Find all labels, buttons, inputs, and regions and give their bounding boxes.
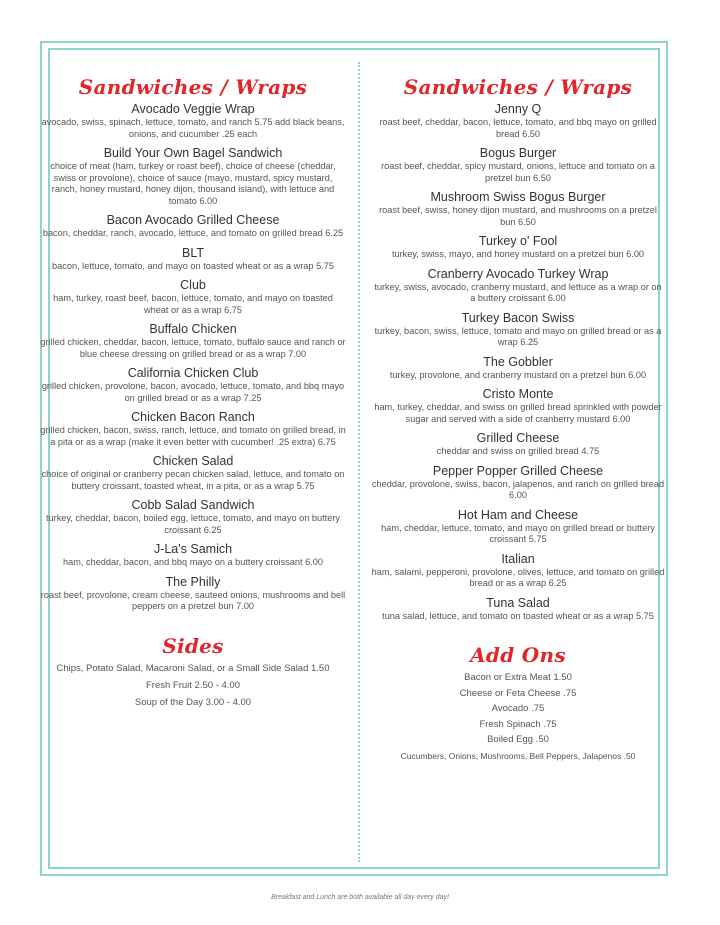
menu-item-description: ham, salami, pepperoni, provolone, olives, lettuce, and tomato on grilled bread or as a wrap 6.25 — [371, 566, 665, 588]
menu-item-name: Hot Ham and Cheese — [457, 507, 579, 522]
right-section-heading: Sandwiches / Wraps — [403, 75, 633, 99]
menu-item — [40, 410, 346, 448]
menu-item-description: ham, turkey, roast beef, bacon, lettuce, tomato, and mayo on toasted wheat or as a wrap 6.75 — [53, 293, 333, 315]
footer-note: Breakfast and Lunch are both available all day every day! — [271, 894, 449, 901]
menu-item-description: turkey, swiss, mayo, and honey mustard on a pretzel bun 6.00 — [391, 249, 645, 259]
menu-item-description: turkey, bacon, swiss, lettuce, tomato and mayo on grilled bread or as a wrap 6.25 — [374, 325, 662, 347]
menu-item-name: Cristo Monte — [482, 387, 554, 401]
menu-item-description: grilled chicken, cheddar, bacon, lettuce, tomato, buffalo sauce and ranch or blue cheese dressing on grilled bread or as a wrap 7.00 — [40, 337, 346, 359]
menu-item — [371, 508, 665, 546]
menu-item-name: The Gobbler — [483, 354, 553, 369]
addon-item: Fresh Spinach .75 — [479, 718, 557, 730]
menu-item-description: cheddar and swiss on grilled bread 4.75 — [436, 446, 600, 456]
menu-item-description: turkey, swiss, avocado, cranberry mustard, and lettuce as a wrap or on a buttery croissant 6.00 — [374, 281, 662, 303]
menu-item — [371, 311, 665, 349]
menu-item-name: Cranberry Avocado Turkey Wrap — [427, 266, 609, 281]
menu-item-name: Turkey o' Fool — [478, 234, 558, 248]
menu-item-name: Chicken Salad — [152, 454, 234, 468]
menu-item-name: Avocado Veggie Wrap — [131, 102, 255, 116]
menu-item — [40, 542, 346, 569]
menu-item — [40, 454, 346, 492]
menu-item-name: Turkey Bacon Swiss — [461, 310, 575, 325]
menu-item — [371, 234, 665, 261]
column-divider — [358, 62, 360, 862]
menu-item-name: BLT — [182, 245, 204, 260]
menu-item — [371, 464, 665, 502]
menu-item — [371, 190, 665, 228]
menu-item-name: Cobb Salad Sandwich — [131, 498, 255, 512]
right-menu-list — [371, 102, 665, 622]
menu-item — [40, 246, 346, 273]
menu-item-description: grilled chicken, bacon, swiss, ranch, lettuce, and tomato on grilled bread, in a pita or as a wrap (make it even better with cucumber! .25 extra) 6.75 — [40, 425, 346, 447]
addon-item: Boiled Egg .50 — [487, 734, 549, 745]
menu-item — [371, 387, 665, 425]
menu-item-description: ham, cheddar, bacon, and bbq mayo on a buttery croissant 6.00 — [63, 557, 323, 567]
menu-item-description: cheddar, provolone, swiss, bacon, jalapenos, and ranch on grilled bread 6.00 — [371, 478, 665, 500]
addons-list — [371, 672, 665, 746]
sides-heading: Sides — [162, 633, 224, 658]
side-item: Fresh Fruit 2.50 - 4.00 — [146, 679, 240, 691]
menu-item-name: Club — [180, 278, 206, 292]
menu-item-name: Tuna Salad — [486, 595, 550, 610]
menu-item-description: bacon, lettuce, tomato, and mayo on toasted wheat or as a wrap 5.75 — [52, 260, 334, 271]
addons-heading: Add Ons — [470, 643, 566, 667]
menu-item-description: turkey, cheddar, bacon, boiled egg, lettuce, tomato, and mayo on buttery croissant 6.25 — [45, 513, 340, 535]
menu-item — [371, 267, 665, 305]
menu-item-description: choice of meat (ham, turkey or roast beef), choice of cheese (cheddar, swiss or provolone), choice of sauce (mayo, mustard, spicy mustard, ranch, honey mustard, honey dijon, thousand island), with lettuce and tomato 6.00 — [50, 161, 336, 206]
menu-item — [371, 355, 665, 382]
menu-item-name: Grilled Cheese — [476, 431, 560, 445]
menu-item — [40, 278, 346, 316]
left-menu-list — [40, 102, 346, 613]
menu-item-description: roast beef, cheddar, spicy mustard, onions, lettuce and tomato on a pretzel bun 6.50 — [381, 161, 655, 183]
menu-item-description: avocado, swiss, spinach, lettuce, tomato, and ranch 5.75 add black beans, onions, and cucumber .25 each — [41, 117, 345, 139]
menu-item-name: California Chicken Club — [127, 366, 259, 380]
menu-item-description: ham, cheddar, lettuce, tomato, and mayo on grilled bread or buttery croissant 5.75 — [381, 522, 655, 544]
menu-item-description: roast beef, swiss, honey dijon mustard, and mushrooms on a pretzel bun 6.50 — [379, 205, 657, 227]
menu-item — [40, 575, 346, 613]
menu-item — [371, 552, 665, 590]
menu-item-description: ham, turkey, cheddar, and swiss on grilled bread sprinkled with powder sugar and served with a side of cranberry mustard 6.00 — [374, 402, 662, 424]
right-column — [371, 74, 665, 765]
menu-item — [371, 102, 665, 140]
menu-item-name: Bogus Burger — [479, 146, 557, 160]
side-item: Chips, Potato Salad, Macaroni Salad, or a Small Side Salad 1.50 — [56, 662, 330, 674]
menu-item-description: turkey, provolone, and cranberry mustard on a pretzel bun 6.00 — [389, 369, 647, 380]
menu-item-description: bacon, cheddar, ranch, avocado, lettuce, and tomato on grilled bread 6.25 — [42, 228, 344, 238]
menu-item-name: Chicken Bacon Ranch — [131, 410, 255, 424]
menu-item — [40, 146, 346, 207]
menu-item-name: J-La's Samich — [153, 542, 233, 556]
menu-item — [371, 146, 665, 184]
menu-item-description: grilled chicken, provolone, bacon, avocado, lettuce, tomato, and bbq mayo on grilled bread or as a wrap 7.25 — [41, 381, 345, 403]
left-section-heading: Sandwiches / Wraps — [78, 75, 308, 99]
menu-item-name: Buffalo Chicken — [149, 322, 237, 336]
menu-item-name: Build Your Own Bagel Sandwich — [103, 146, 283, 160]
menu-item-name: Pepper Popper Grilled Cheese — [432, 463, 604, 478]
left-column — [40, 74, 346, 714]
menu-item — [40, 102, 346, 140]
menu-item-name: Bacon Avocado Grilled Cheese — [106, 213, 280, 227]
sides-list — [40, 663, 346, 709]
addons-extra: Cucumbers, Onions, Mushrooms, Bell Peppers, Jalapenos .50 — [400, 750, 636, 761]
menu-item — [371, 596, 665, 623]
menu-item-description: tuna salad, lettuce, and tomato on toasted wheat or as a wrap 5.75 — [382, 610, 654, 621]
menu-item-name: Italian — [501, 551, 535, 566]
menu-item-description: roast beef, cheddar, bacon, lettuce, tomato, and bbq mayo on grilled bread 6.50 — [379, 117, 657, 139]
menu-item — [371, 431, 665, 458]
menu-item — [40, 366, 346, 404]
addon-item: Avocado .75 — [491, 703, 545, 714]
menu-item — [40, 213, 346, 240]
menu-item-name: Jenny Q — [494, 102, 542, 116]
menu-item — [40, 498, 346, 536]
menu-item-name: Mushroom Swiss Bogus Burger — [430, 190, 606, 204]
side-item: Soup of the Day 3.00 - 4.00 — [134, 696, 252, 708]
menu-item — [40, 322, 346, 360]
menu-item-description: choice of original or cranberry pecan chicken salad, lettuce, and tomato on buttery croissant, toasted wheat, in a pita, or as a wrap 5.75 — [41, 469, 345, 491]
menu-item-description: roast beef, provolone, cream cheese, sauteed onions, mushrooms and bell peppers on a pretzel bun 7.00 — [40, 589, 346, 611]
menu-item-name: The Philly — [165, 574, 221, 589]
addon-item: Bacon or Extra Meat 1.50 — [464, 672, 572, 683]
addon-item: Cheese or Feta Cheese .75 — [459, 687, 577, 699]
